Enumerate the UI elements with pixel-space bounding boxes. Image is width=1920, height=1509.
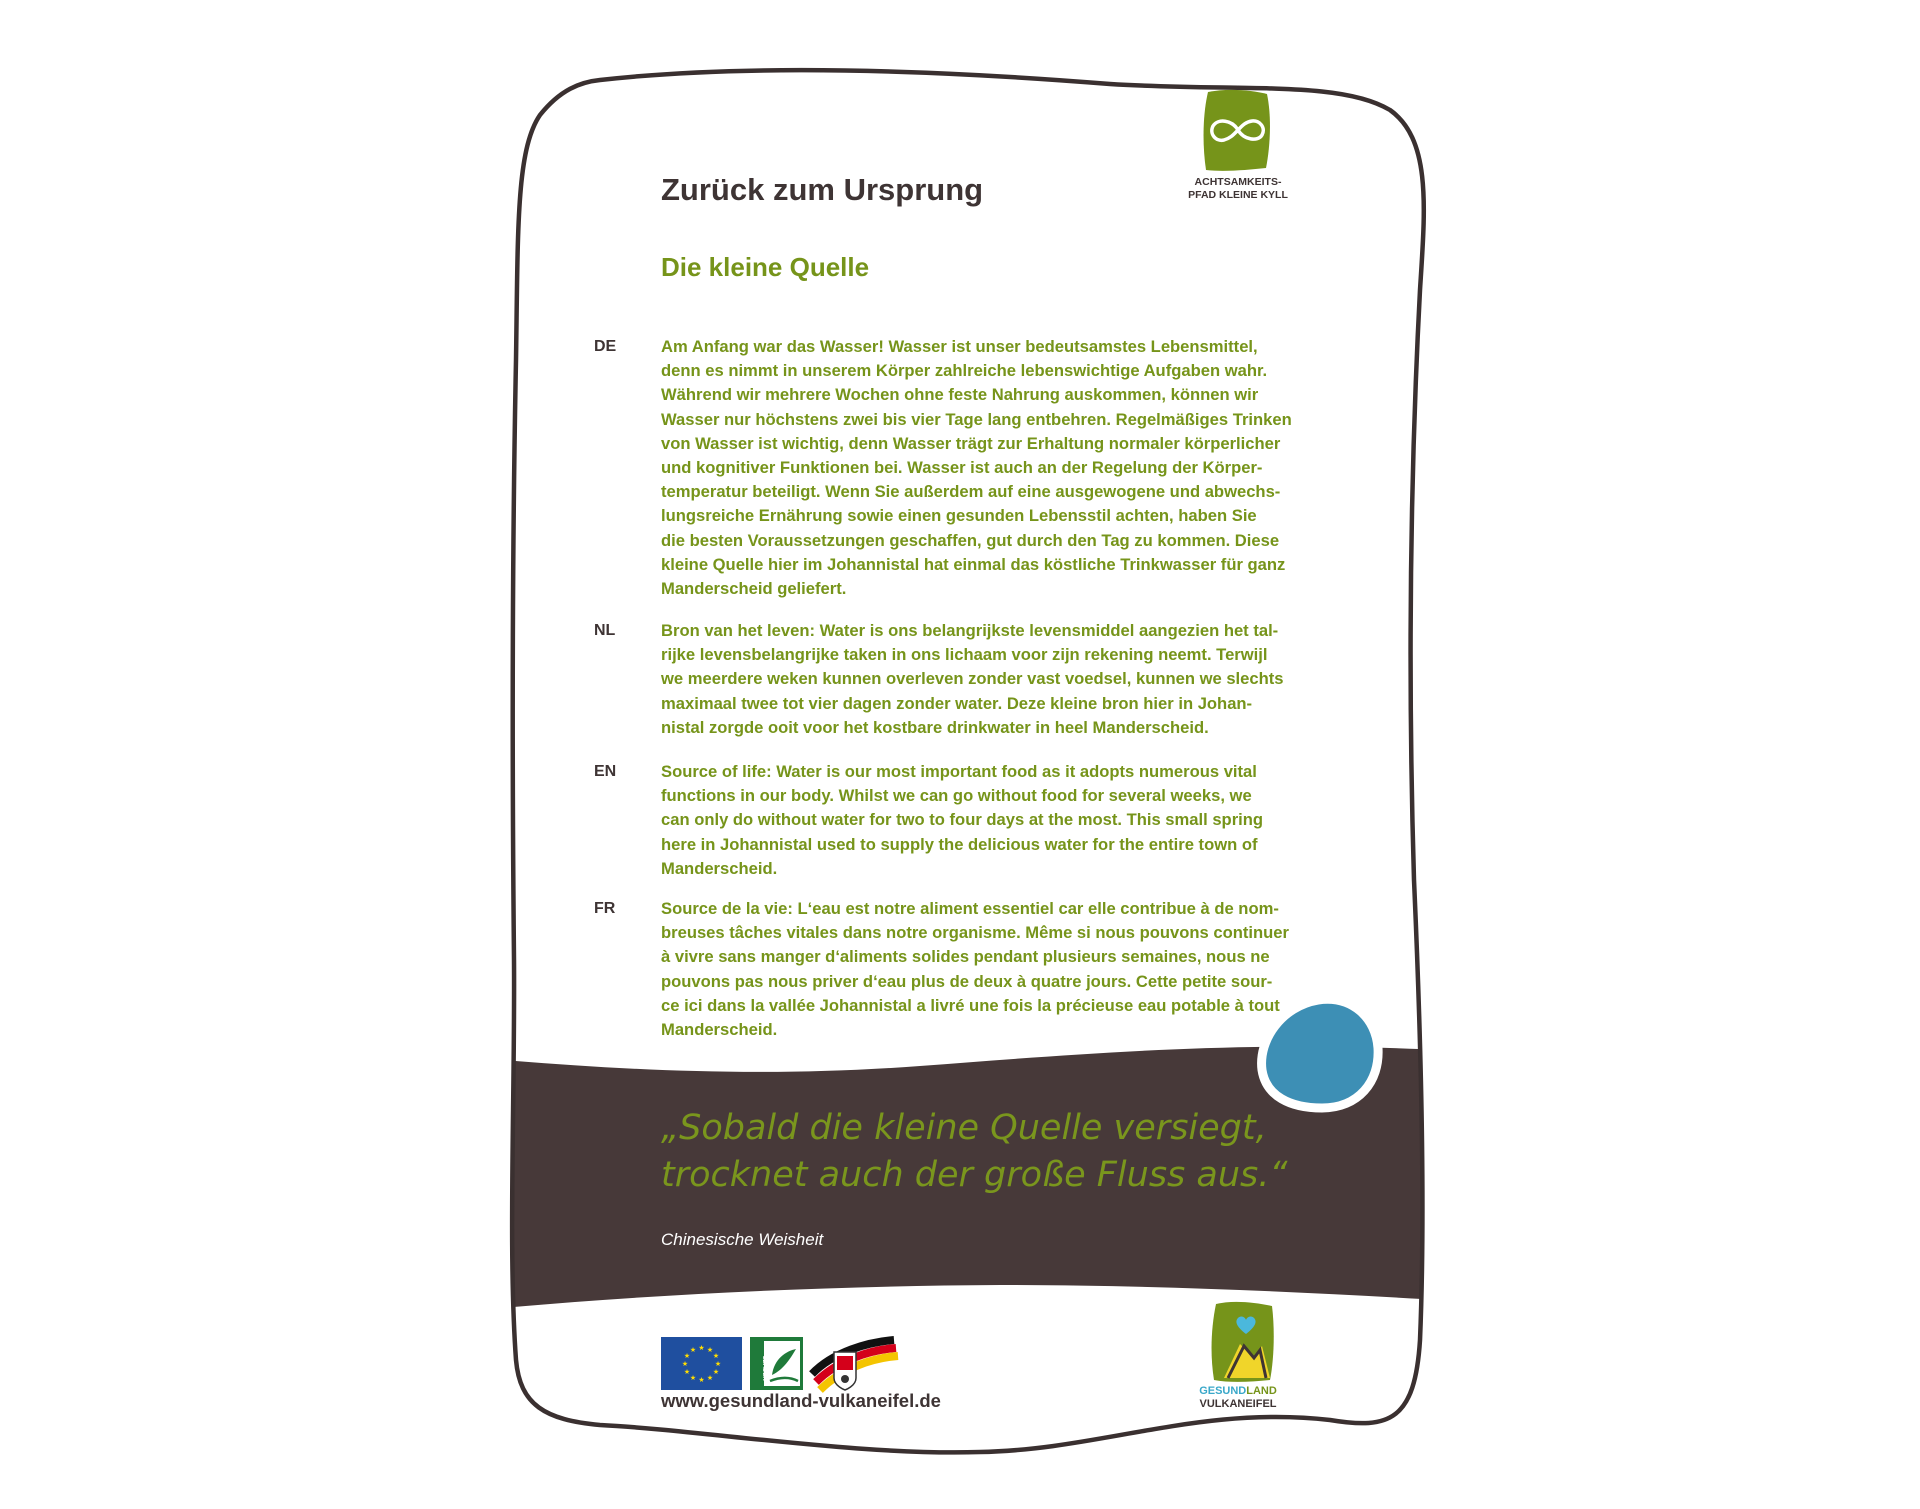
page-title: Zurück zum Ursprung <box>661 172 984 207</box>
text-line: we meerdere weken kunnen overleven zonder vast voedsel, kunnen we slechts <box>661 669 1284 689</box>
svg-text:★: ★ <box>714 1360 722 1368</box>
gesundland-caption-part1: GESUND <box>1199 1385 1247 1397</box>
lang-code-nl: NL <box>594 622 616 639</box>
text-line: Am Anfang war das Wasser! Wasser ist unser bedeutsamstes Lebensmittel, <box>661 337 1258 356</box>
text-line: kleine Quelle hier im Johannistal hat einmal das köstliche Trinkwasser für ganz <box>661 554 1286 574</box>
eu-flag-logo <box>661 1337 742 1390</box>
text-line: maximaal twee tot vier dagen zonder water. Deze kleine bron hier in Johan- <box>661 693 1253 713</box>
text-line: rijke levensbelangrijke taken in ons lichaam voor zijn rekening neemt. Terwijl <box>661 645 1268 665</box>
text-line: can only do without water for two to four days at the most. This small spring <box>661 810 1264 830</box>
trail-logo-line2: PFAD KLEINE KYLL <box>1188 189 1288 201</box>
text-block-fr <box>661 897 1301 1042</box>
text-line: Manderscheid. <box>661 858 778 878</box>
quote-attribution: Chinesische Weisheit <box>661 1230 824 1249</box>
text-line: Manderscheid. <box>661 1020 778 1040</box>
lang-code-en: EN <box>594 763 617 780</box>
text-line: temperatur beteiligt. Wenn Sie außerdem auf eine ausgewogene und abwechs- <box>661 482 1281 502</box>
gesundland-logo <box>1212 1302 1274 1382</box>
svg-text:★: ★ <box>681 1360 689 1368</box>
svg-text:★: ★ <box>706 1346 714 1354</box>
svg-text:★: ★ <box>689 1374 697 1382</box>
lang-code-fr: FR <box>594 900 616 917</box>
svg-text:★: ★ <box>712 1352 720 1360</box>
text-line: nistal zorgde ooit voor het kostbare drinkwater in heel Manderscheid. <box>661 717 1209 737</box>
gesundland-caption-part2: LAND <box>1246 1385 1277 1397</box>
website-link[interactable]: www.gesundland-vulkaneifel.de <box>661 1390 941 1411</box>
text-line: Manderscheid geliefert. <box>661 579 847 599</box>
text-block-de <box>661 335 1301 601</box>
quote-line: trocknet auch der große Fluss aus.“ <box>661 1155 1288 1195</box>
leader-label: LEADER <box>761 1356 767 1381</box>
text-line: und kognitiver Funktionen bei. Wasser ist auch an der Regelung der Körper- <box>661 458 1263 478</box>
text-line: von Wasser ist wichtig, denn Wasser trägt zur Erhaltung normaler körperlicher <box>661 433 1281 453</box>
page-subtitle: Die kleine Quelle <box>661 252 870 282</box>
trail-logo-caption <box>1182 176 1294 202</box>
trail-logo-line1: ACHTSAMKEITS- <box>1194 176 1282 188</box>
gesundland-caption-line2: VULKANEIFEL <box>1199 1398 1277 1410</box>
svg-text:★: ★ <box>698 1344 705 1352</box>
svg-text:★: ★ <box>712 1368 720 1376</box>
text-line: die besten Voraussetzungen geschaffen, gut durch den Tag zu kommen. Diese <box>661 530 1280 550</box>
text-line: lungsreiche Ernährung sowie einen gesunden Lebensstil achten, haben Sie <box>661 506 1257 526</box>
text-block-en <box>661 760 1301 881</box>
quote <box>661 1105 1288 1199</box>
text-line: Während wir mehrere Wochen ohne feste Nahrung auskommen, können wir <box>661 385 1259 405</box>
text-line: Source of life: Water is our most important food as it adopts numerous vital <box>661 762 1257 781</box>
quote-line: „Sobald die kleine Quelle versiegt, <box>661 1108 1267 1148</box>
text-line: à vivre sans manger d‘aliments solides pendant plusieurs semaines, nous ne <box>661 947 1270 967</box>
svg-text:★: ★ <box>706 1374 714 1382</box>
text-line: Wasser nur höchstens zwei bis vier Tage lang entbehren. Regelmäßiges Trinken <box>661 409 1292 429</box>
text-line: Source de la vie: L‘eau est notre aliment essentiel car elle contribue à de nom- <box>661 899 1279 918</box>
text-line: functions in our body. Whilst we can go without food for several weeks, we <box>661 786 1252 806</box>
svg-text:★: ★ <box>689 1346 697 1354</box>
text-line: pouvons pas nous priver d‘eau plus de deux à quatre jours. Cette petite sour- <box>661 971 1273 991</box>
lang-code-de: DE <box>594 338 617 355</box>
text-line: breuses tâches vitales dans notre organisme. Même si nous pouvons continuer <box>661 923 1289 943</box>
text-line: here in Johannistal used to supply the delicious water for the entire town of <box>661 834 1258 854</box>
svg-text:★: ★ <box>698 1376 705 1384</box>
gesundland-logo-caption <box>1182 1385 1294 1411</box>
text-line: Bron van het leven: Water is ons belangrijkste levensmiddel aangezien het tal- <box>661 621 1279 640</box>
text-line: ce ici dans la vallée Johannistal a livré une fois la précieuse eau potable à tout <box>661 995 1280 1015</box>
text-block-nl <box>661 619 1301 740</box>
svg-text:★: ★ <box>683 1368 691 1376</box>
text-line: denn es nimmt in unserem Körper zahlreiche lebenswichtige Aufgaben wahr. <box>661 361 1268 381</box>
svg-text:★: ★ <box>683 1352 691 1360</box>
trail-logo <box>1204 90 1270 171</box>
